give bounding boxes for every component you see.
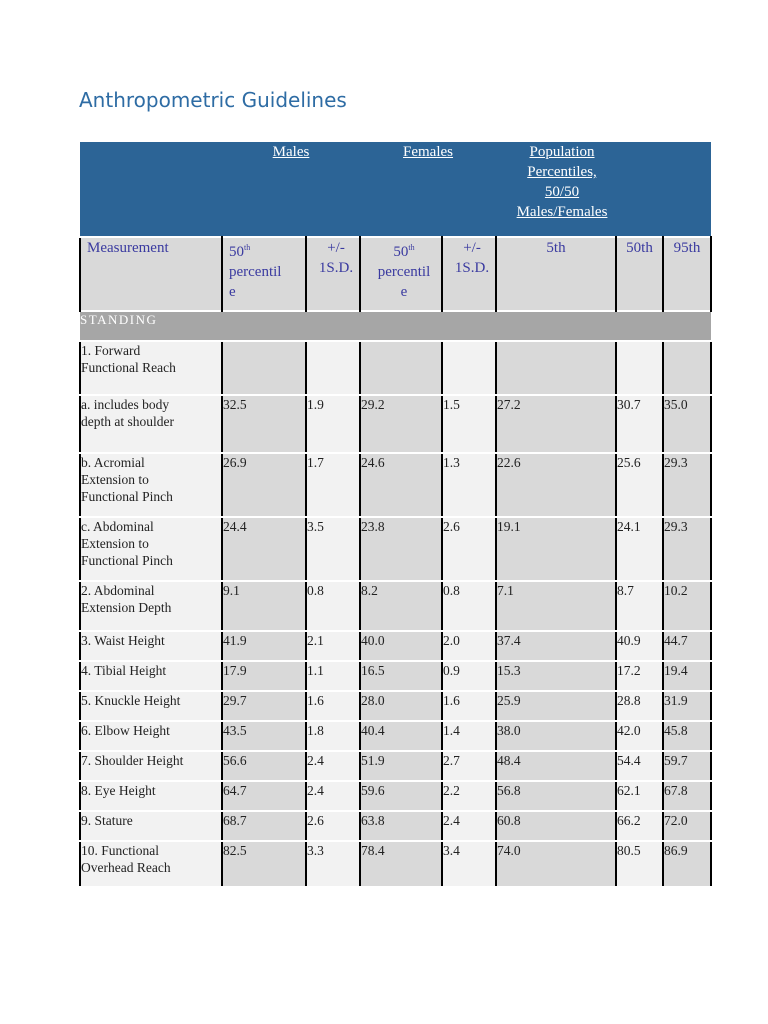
measurement-cell <box>80 721 222 751</box>
value-cell-p95: 19.4 <box>663 661 711 691</box>
value-cell-fsd: 2.6 <box>442 517 496 581</box>
table-row <box>80 453 711 517</box>
value-cell-p5: 56.8 <box>496 781 616 811</box>
measurement-label-line: 9. Stature <box>81 813 133 828</box>
measurement-label-line: 2. Abdominal <box>81 583 155 598</box>
value-cell-p95: 59.7 <box>663 751 711 781</box>
measurement-label-line: Overhead Reach <box>81 860 171 875</box>
value-cell-msd: 2.1 <box>306 631 360 661</box>
value-cell-msd: 1.6 <box>306 691 360 721</box>
value-cell-p95: 44.7 <box>663 631 711 661</box>
value-cell-fsd: 2.0 <box>442 631 496 661</box>
measurement-label-line: 10. Functional <box>81 843 159 858</box>
value-cell-p95: 35.0 <box>663 395 711 453</box>
group-header-row <box>80 142 711 237</box>
measurement-label-line: 6. Elbow Height <box>81 723 170 738</box>
value-cell-p95: 29.3 <box>663 517 711 581</box>
measurement-label-line: 3. Waist Height <box>81 633 165 648</box>
value-cell-p5: 19.1 <box>496 517 616 581</box>
value-cell-m50: 64.7 <box>222 781 306 811</box>
table-row <box>80 395 711 453</box>
value-cell-msd: 3.3 <box>306 841 360 887</box>
col-male-sd: +/- 1S.D. <box>306 237 360 311</box>
value-cell-f50: 63.8 <box>360 811 442 841</box>
value-cell-fsd: 2.4 <box>442 811 496 841</box>
value-cell-p5 <box>496 341 616 395</box>
measurement-cell <box>80 751 222 781</box>
measurement-cell <box>80 841 222 887</box>
table-row <box>80 811 711 841</box>
measurement-label-line: 5. Knuckle Height <box>81 693 181 708</box>
value-cell-fsd: 1.6 <box>442 691 496 721</box>
value-cell-p50: 42.0 <box>616 721 663 751</box>
measurement-label-line: Functional Reach <box>81 360 176 375</box>
header-males: Males <box>222 142 360 237</box>
table-row <box>80 517 711 581</box>
section-standing <box>80 311 711 341</box>
col-female-sd: +/- 1S.D. <box>442 237 496 311</box>
measurement-cell <box>80 691 222 721</box>
value-cell-p95: 10.2 <box>663 581 711 631</box>
table-row <box>80 841 711 887</box>
table-row <box>80 661 711 691</box>
value-cell-f50: 23.8 <box>360 517 442 581</box>
value-cell-m50: 68.7 <box>222 811 306 841</box>
measurement-label-line: c. Abdominal <box>81 519 154 534</box>
value-cell-p50: 80.5 <box>616 841 663 887</box>
value-cell-m50: 26.9 <box>222 453 306 517</box>
measurement-cell <box>80 517 222 581</box>
value-cell-p5: 15.3 <box>496 661 616 691</box>
value-cell-p5: 25.9 <box>496 691 616 721</box>
value-cell-msd: 2.4 <box>306 781 360 811</box>
value-cell-m50: 41.9 <box>222 631 306 661</box>
table-row <box>80 341 711 395</box>
value-cell-m50: 24.4 <box>222 517 306 581</box>
header-population-percentiles: Population Percentiles, 50/50 Males/Females <box>496 142 711 237</box>
value-cell-f50: 51.9 <box>360 751 442 781</box>
value-cell-msd: 1.7 <box>306 453 360 517</box>
measurement-label-line: Extension to <box>81 536 149 551</box>
measurement-label-line: depth at shoulder <box>81 414 174 429</box>
value-cell-msd: 1.8 <box>306 721 360 751</box>
value-cell-p95: 72.0 <box>663 811 711 841</box>
value-cell-p5: 60.8 <box>496 811 616 841</box>
col-5th: 5th <box>496 237 616 311</box>
measurement-cell <box>80 781 222 811</box>
value-cell-p95: 29.3 <box>663 453 711 517</box>
table-row <box>80 721 711 751</box>
measurement-label-line: b. Acromial <box>81 455 145 470</box>
measurement-label-line: Extension Depth <box>81 600 172 615</box>
table-row <box>80 781 711 811</box>
table-row <box>80 581 711 631</box>
value-cell-p95: 45.8 <box>663 721 711 751</box>
table-row <box>80 631 711 661</box>
value-cell-p50: 17.2 <box>616 661 663 691</box>
value-cell-fsd <box>442 341 496 395</box>
value-cell-p50: 25.6 <box>616 453 663 517</box>
value-cell-p5: 27.2 <box>496 395 616 453</box>
page-title: Anthropometric Guidelines <box>79 88 347 112</box>
value-cell-m50: 29.7 <box>222 691 306 721</box>
value-cell-p5: 7.1 <box>496 581 616 631</box>
value-cell-fsd: 1.4 <box>442 721 496 751</box>
col-female-50th: 50th percentil e <box>360 237 442 311</box>
measurement-label-line: 1. Forward <box>81 343 141 358</box>
measurement-label-line: Extension to <box>81 472 149 487</box>
value-cell-m50: 56.6 <box>222 751 306 781</box>
measurement-label-line: a. includes body <box>81 397 170 412</box>
value-cell-msd: 3.5 <box>306 517 360 581</box>
value-cell-p50 <box>616 341 663 395</box>
value-cell-fsd: 0.9 <box>442 661 496 691</box>
col-measurement: Measurement <box>80 237 222 311</box>
value-cell-p5: 38.0 <box>496 721 616 751</box>
value-cell-fsd: 0.8 <box>442 581 496 631</box>
value-cell-p5: 22.6 <box>496 453 616 517</box>
col-50th: 50th <box>616 237 663 311</box>
col-95th: 95th <box>663 237 711 311</box>
value-cell-p50: 40.9 <box>616 631 663 661</box>
value-cell-f50: 8.2 <box>360 581 442 631</box>
value-cell-m50: 9.1 <box>222 581 306 631</box>
value-cell-p50: 54.4 <box>616 751 663 781</box>
value-cell-f50: 24.6 <box>360 453 442 517</box>
value-cell-p50: 24.1 <box>616 517 663 581</box>
value-cell-fsd: 2.2 <box>442 781 496 811</box>
measurement-label-line: 7. Shoulder Height <box>81 753 184 768</box>
value-cell-p50: 8.7 <box>616 581 663 631</box>
col-male-50th: 50th percentil e <box>222 237 306 311</box>
measurement-label-line: Functional Pinch <box>81 489 173 504</box>
value-cell-f50 <box>360 341 442 395</box>
value-cell-m50: 17.9 <box>222 661 306 691</box>
measurement-label-line: 4. Tibial Height <box>81 663 167 678</box>
value-cell-m50: 43.5 <box>222 721 306 751</box>
value-cell-f50: 16.5 <box>360 661 442 691</box>
value-cell-f50: 28.0 <box>360 691 442 721</box>
table-row <box>80 751 711 781</box>
value-cell-fsd: 1.5 <box>442 395 496 453</box>
value-cell-msd: 2.6 <box>306 811 360 841</box>
value-cell-p50: 30.7 <box>616 395 663 453</box>
value-cell-m50: 32.5 <box>222 395 306 453</box>
measurement-cell <box>80 341 222 395</box>
value-cell-f50: 40.0 <box>360 631 442 661</box>
value-cell-m50 <box>222 341 306 395</box>
section-label: STANDING <box>80 311 711 341</box>
measurement-label-line: Functional Pinch <box>81 553 173 568</box>
value-cell-f50: 40.4 <box>360 721 442 751</box>
anthropometric-table <box>79 142 712 888</box>
measurement-cell <box>80 453 222 517</box>
value-cell-p95: 86.9 <box>663 841 711 887</box>
value-cell-msd: 1.1 <box>306 661 360 691</box>
table-row <box>80 691 711 721</box>
value-cell-p95: 67.8 <box>663 781 711 811</box>
column-header-row <box>80 237 711 311</box>
value-cell-msd: 1.9 <box>306 395 360 453</box>
value-cell-msd <box>306 341 360 395</box>
header-females: Females <box>360 142 496 237</box>
value-cell-f50: 78.4 <box>360 841 442 887</box>
measurement-cell <box>80 811 222 841</box>
value-cell-f50: 29.2 <box>360 395 442 453</box>
value-cell-fsd: 3.4 <box>442 841 496 887</box>
value-cell-msd: 2.4 <box>306 751 360 781</box>
measurement-cell <box>80 395 222 453</box>
value-cell-m50: 82.5 <box>222 841 306 887</box>
measurement-cell <box>80 581 222 631</box>
value-cell-p95 <box>663 341 711 395</box>
value-cell-p5: 74.0 <box>496 841 616 887</box>
value-cell-fsd: 2.7 <box>442 751 496 781</box>
value-cell-msd: 0.8 <box>306 581 360 631</box>
header-blank <box>80 142 222 237</box>
value-cell-fsd: 1.3 <box>442 453 496 517</box>
measurement-cell <box>80 631 222 661</box>
measurement-cell <box>80 661 222 691</box>
measurement-label-line: 8. Eye Height <box>81 783 156 798</box>
value-cell-f50: 59.6 <box>360 781 442 811</box>
value-cell-p5: 37.4 <box>496 631 616 661</box>
value-cell-p95: 31.9 <box>663 691 711 721</box>
value-cell-p5: 48.4 <box>496 751 616 781</box>
value-cell-p50: 62.1 <box>616 781 663 811</box>
value-cell-p50: 28.8 <box>616 691 663 721</box>
value-cell-p50: 66.2 <box>616 811 663 841</box>
